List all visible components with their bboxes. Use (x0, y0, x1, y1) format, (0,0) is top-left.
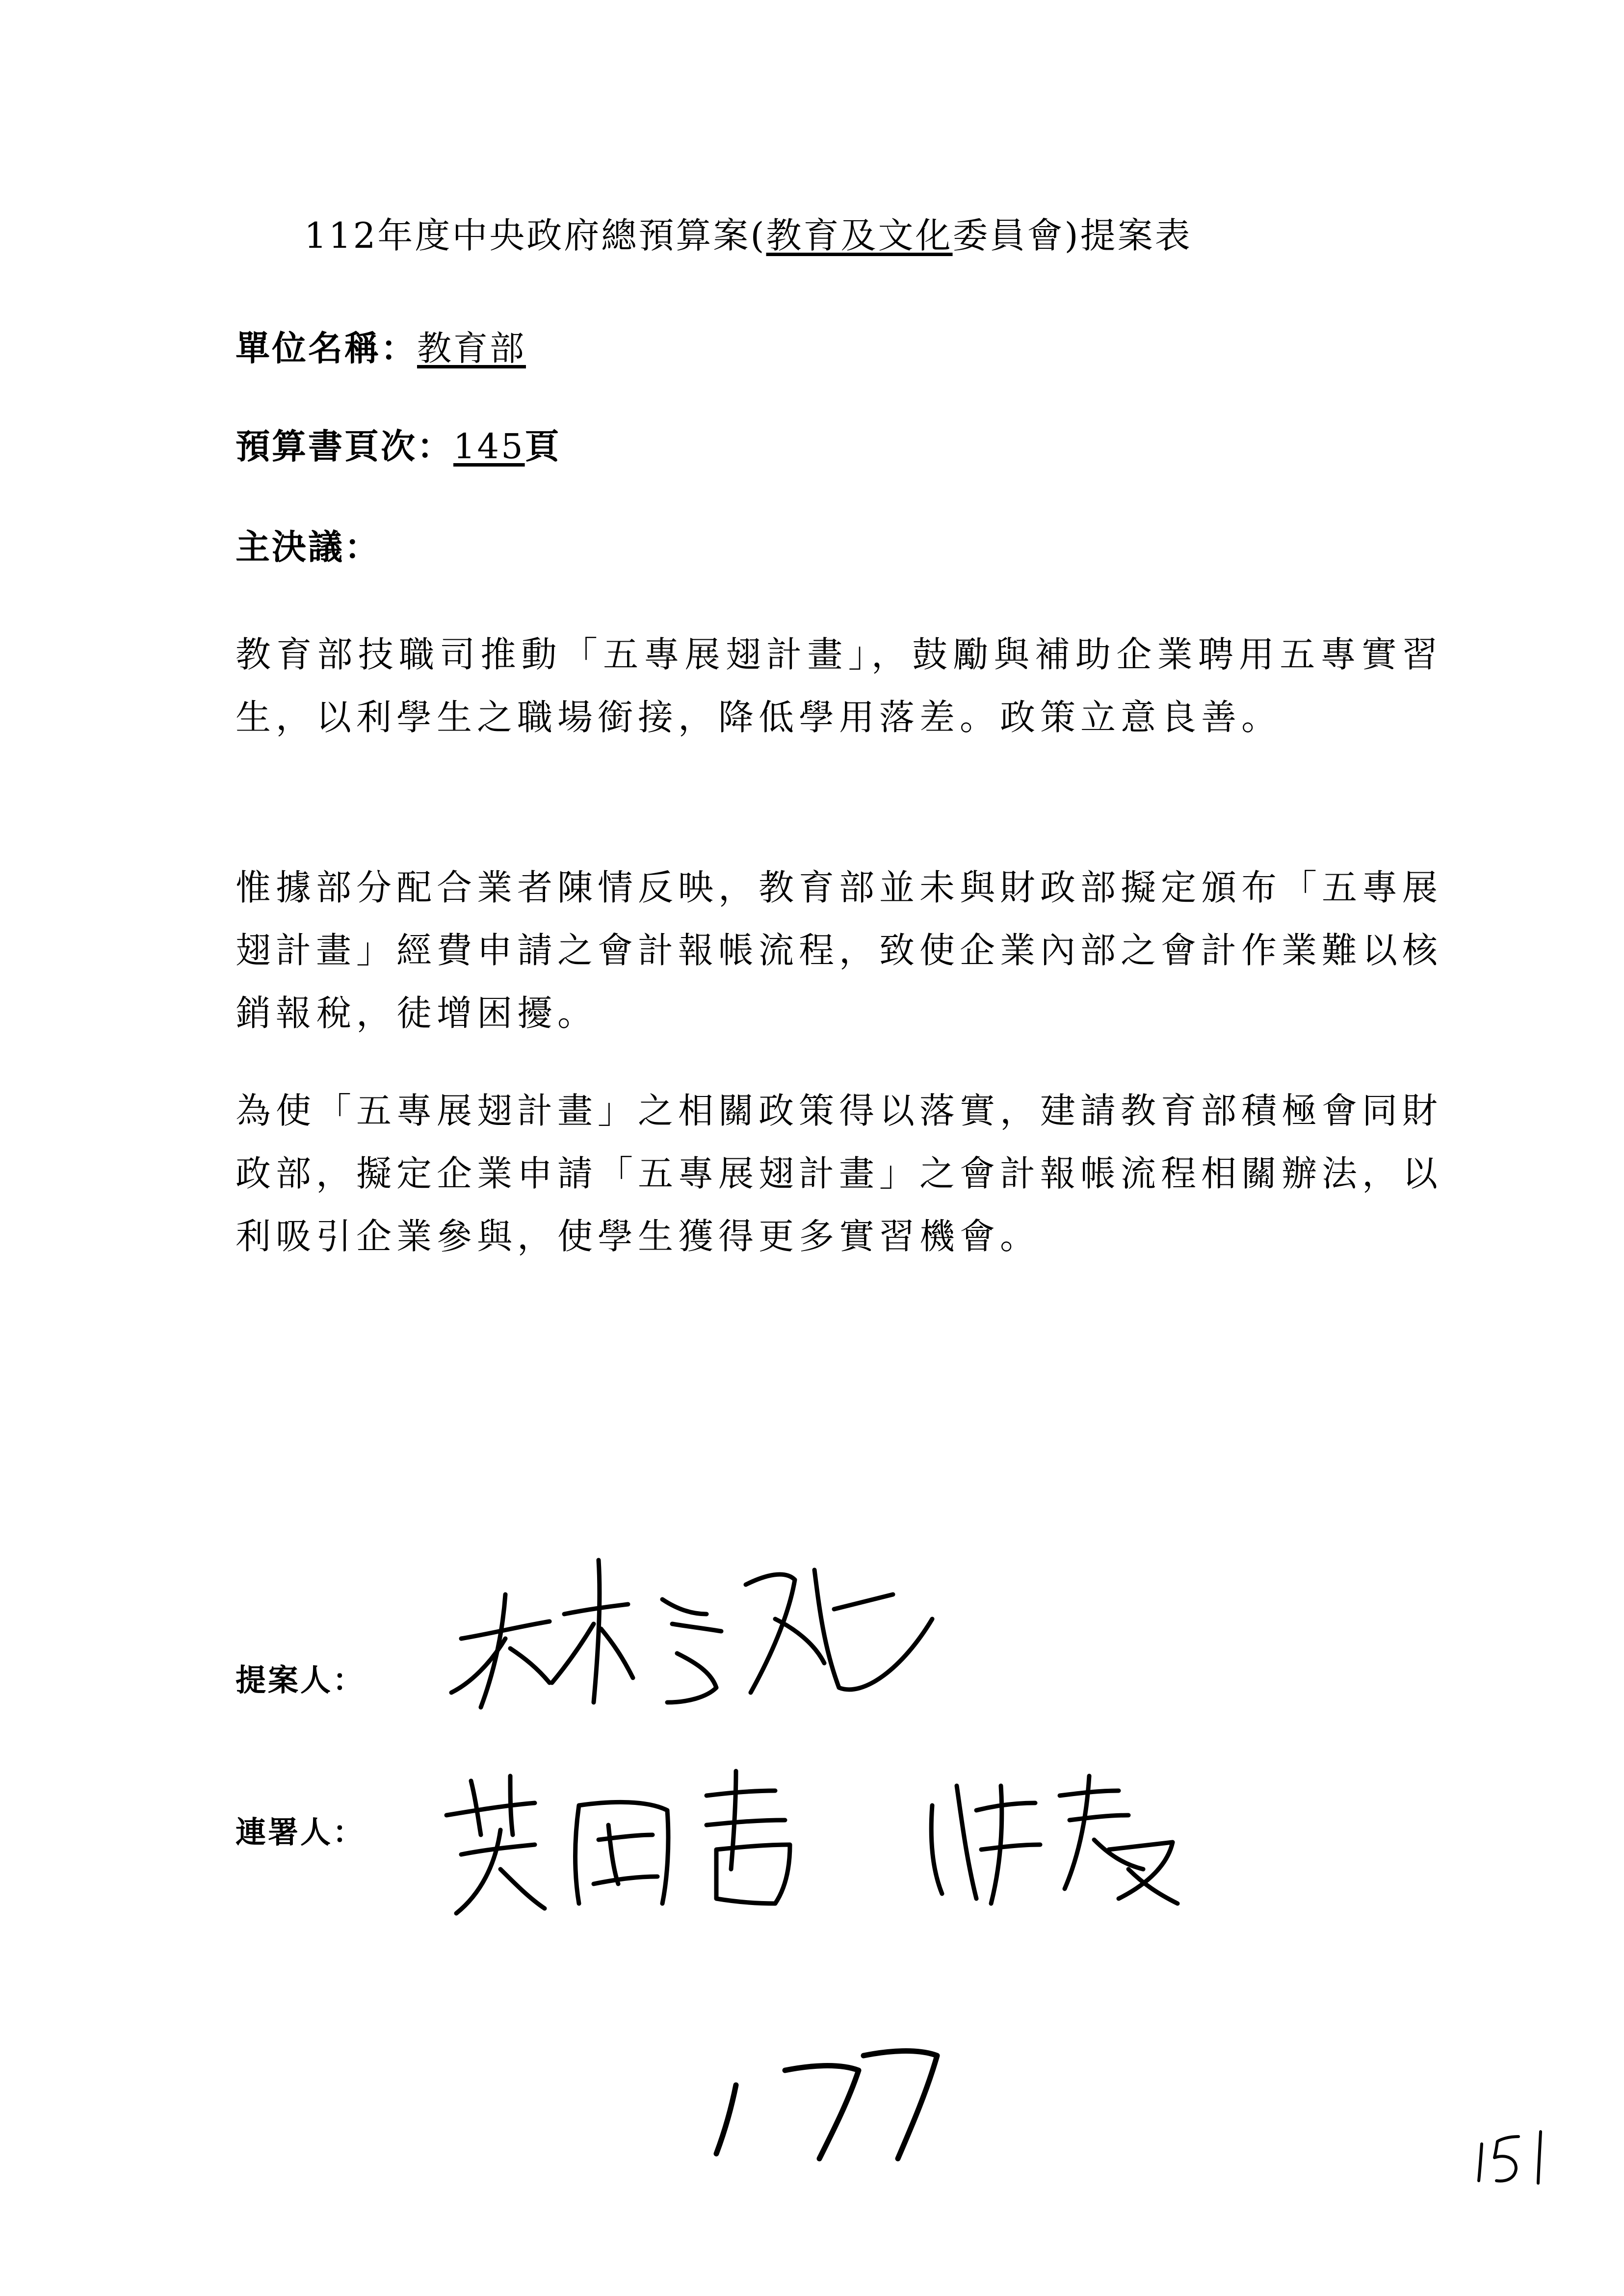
page-title (304, 211, 1384, 260)
budget-page-field (236, 422, 561, 471)
main-resolution-label: 主決議： (236, 527, 381, 567)
unit-field (236, 324, 526, 373)
budget-page-label: 預算書頁次： (236, 426, 453, 467)
cosigner-label: 連署人： (236, 1814, 366, 1850)
page-number (1467, 2124, 1565, 2188)
paragraph-3: 為使「五專展翅計畫」之相關政策得以落實，建請教育部積極會同財政部，擬定企業申請「五專展翅計畫」之會計報帳流程相關辦法，以利吸引企業參與，使學生獲得更多實習機會。 (236, 1090, 1443, 1257)
title-prefix: 112年度中央政府總預算案( (304, 215, 766, 256)
budget-page-value: 145 (453, 426, 525, 467)
cosigner-signature-2 (913, 1766, 1187, 1913)
paragraph-1: 教育部技職司推動「五專展翅計畫」，鼓勵與補助企業聘用五專實習生，以利學生之職場銜接，降低學用落差。政策立意良善。 (236, 634, 1442, 738)
budget-page-suffix: 頁 (524, 426, 561, 467)
paragraph-2: 惟據部分配合業者陳情反映，教育部並未與財政部擬定頒布「五專展翅計畫」經費申請之會計報帳流程，致使企業內部之會計作業難以核銷報稅，徒增困擾。 (236, 867, 1443, 1034)
unit-value: 教育部 (417, 328, 526, 368)
proposer-label: 提案人： (236, 1662, 366, 1698)
title-committee: 教育及文化 (766, 215, 953, 256)
unit-label: 單位名稱： (236, 328, 417, 368)
cosigner-signature-1 (432, 1756, 834, 1918)
proposer-signature (432, 1540, 942, 1737)
title-suffix: 委員會)提案表 (952, 215, 1192, 256)
main-resolution-field (236, 522, 381, 572)
handwritten-number (697, 2026, 952, 2164)
